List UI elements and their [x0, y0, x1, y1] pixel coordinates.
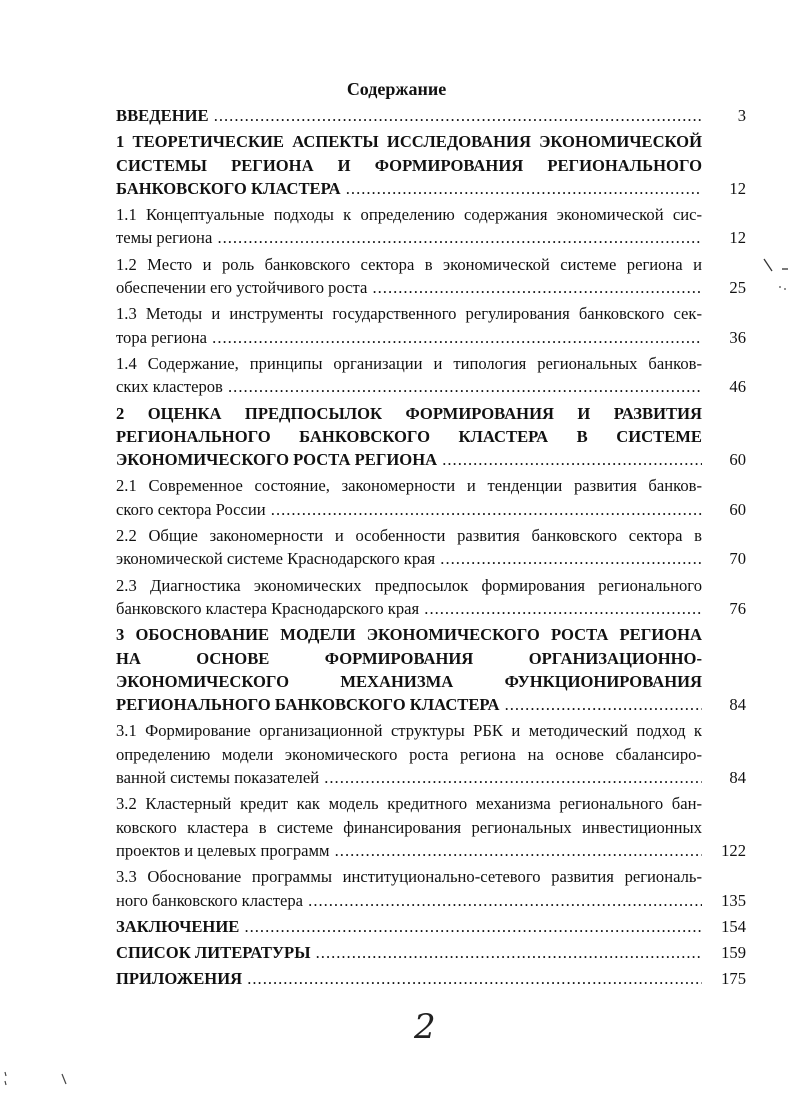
toc-entry-line: проектов и целевых программ .....: [116, 839, 702, 862]
toc-entry-line: обеспечении его устойчивого роста .....: [116, 276, 702, 299]
toc-entry-line: определению модели экономического роста региона на основе сбалансиро-: [116, 744, 702, 764]
handwritten-page-number: [410, 1008, 450, 1048]
toc-page-number: 12: [729, 228, 746, 248]
toc-entry-line: ЭКОНОМИЧЕСКОГО РОСТА РЕГИОНА .....: [116, 448, 702, 471]
toc-entry-line: ского сектора России .....: [116, 498, 702, 521]
toc-entry-line: ВВЕДЕНИЕ .....: [116, 104, 702, 127]
toc-page-number: 60: [729, 499, 746, 519]
toc-entry-line: 3.3 Обоснование программы институционально-сетевого развития региональ-: [116, 867, 702, 887]
toc-entry-line: ванной системы показателей .....: [116, 766, 702, 789]
toc-page-number: 12: [729, 178, 746, 198]
toc-entry-line: 3.2 Кластерный кредит как модель кредитного механизма регионального бан-: [116, 794, 702, 814]
toc-page-number: 25: [729, 278, 746, 298]
toc-entry-line: банковского кластера Краснодарского края .....: [116, 597, 702, 620]
toc-page-number: 135: [721, 890, 746, 910]
toc-entry: [116, 865, 746, 912]
toc-entry: [116, 574, 746, 621]
toc-entry: [116, 302, 746, 349]
toc-entry: [116, 623, 746, 716]
toc-entry-line: ковского кластера в системе финансирования региональных инвестиционных: [116, 817, 702, 837]
toc-entry: [116, 130, 746, 200]
toc-entry-line: 2 ОЦЕНКА ПРЕДПОСЫЛОК ФОРМИРОВАНИЯ И РАЗВИТИЯ: [116, 403, 702, 423]
toc-page-number: 3: [737, 106, 746, 125]
toc-page-number: 175: [721, 969, 746, 989]
page-title: Содержание: [346, 79, 447, 99]
toc-page-number: 60: [729, 450, 746, 470]
toc-entry-line: СИСТЕМЫ РЕГИОНА И ФОРМИРОВАНИЯ РЕГИОНАЛЬНОГО: [116, 155, 702, 175]
toc-entry: [116, 203, 746, 250]
toc-entry: [116, 352, 746, 399]
toc-entry-line: 1.3 Методы и инструменты государственного регулирования банковского сек-: [116, 304, 702, 324]
toc-entry-line: ного банковского кластера .....: [116, 889, 702, 912]
toc-page-number: 122: [721, 840, 746, 860]
svg-text:2: 2: [414, 1008, 436, 1047]
scan-mark: [2, 1068, 82, 1093]
toc-page-number: 46: [729, 377, 746, 397]
toc-entry-line: СПИСОК ЛИТЕРАТУРЫ .....: [116, 941, 702, 964]
toc-page-number: 84: [729, 695, 746, 715]
toc-entry-line: темы региона .....: [116, 226, 702, 249]
toc-entry: [116, 792, 746, 862]
toc-entry-line: 1.4 Содержание, принципы организации и типология региональных банков-: [116, 353, 702, 373]
toc-entry-line: ЗАКЛЮЧЕНИЕ .....: [116, 915, 702, 938]
toc-entry-line: НА ОСНОВЕ ФОРМИРОВАНИЯ ОРГАНИЗАЦИОННО-: [116, 648, 702, 668]
toc-entry: [116, 253, 746, 300]
toc-entry-line: БАНКОВСКОГО КЛАСТЕРА .....: [116, 177, 702, 200]
toc-entry-line: 1.1 Концептуальные подходы к определению содержания экономической сис-: [116, 205, 702, 225]
toc-entry-line: 1 ТЕОРЕТИЧЕСКИЕ АСПЕКТЫ ИССЛЕДОВАНИЯ ЭКОНОМИЧЕСКОЙ: [116, 132, 702, 152]
toc-entry: [116, 474, 746, 521]
toc-entry: [116, 941, 746, 964]
toc-entry-line: РЕГИОНАЛЬНОГО БАНКОВСКОГО КЛАСТЕРА В СИСТЕМЕ: [116, 426, 702, 446]
toc-entry-line: 2.1 Современное состояние, закономерности и тенденции развития банков-: [116, 476, 702, 496]
toc-page-number: 76: [729, 598, 746, 618]
toc-entry-line: ПРИЛОЖЕНИЯ .....: [116, 967, 702, 990]
toc-entry: [116, 967, 746, 990]
toc-entry: [116, 402, 746, 472]
toc-entry: [116, 719, 746, 789]
toc-entry: [116, 524, 746, 571]
table-of-contents: [116, 104, 746, 991]
toc-entry-line: РЕГИОНАЛЬНОГО БАНКОВСКОГО КЛАСТЕРА .....: [116, 693, 702, 716]
toc-page-number: 84: [729, 768, 746, 788]
toc-entry-line: экономической системе Краснодарского края .....: [116, 547, 702, 570]
toc-entry-line: ских кластеров .....: [116, 375, 702, 398]
toc-page-number: 70: [729, 549, 746, 569]
toc-entry-line: 2.2 Общие закономерности и особенности развития банковского сектора в: [116, 526, 702, 546]
toc-entry-line: 3 ОБОСНОВАНИЕ МОДЕЛИ ЭКОНОМИЧЕСКОГО РОСТА РЕГИОНА: [116, 625, 702, 645]
toc-page-number: 36: [729, 327, 746, 347]
toc-entry: [116, 915, 746, 938]
scan-mark: [760, 255, 790, 295]
toc-entry-line: 2.3 Диагностика экономических предпосылок формирования регионального: [116, 575, 702, 595]
toc-page-number: 154: [721, 916, 746, 936]
toc-entry-line: тора региона .....: [116, 326, 702, 349]
toc-entry-line: ЭКОНОМИЧЕСКОГО МЕХАНИЗМА ФУНКЦИОНИРОВАНИЯ: [116, 671, 702, 691]
toc-entry: [116, 104, 746, 127]
toc-page-number: 159: [721, 943, 746, 963]
toc-entry-line: 3.1 Формирование организационной структуры РБК и методический подход к: [116, 721, 702, 741]
toc-entry-line: 1.2 Место и роль банковского сектора в экономической системе региона и: [116, 254, 702, 274]
